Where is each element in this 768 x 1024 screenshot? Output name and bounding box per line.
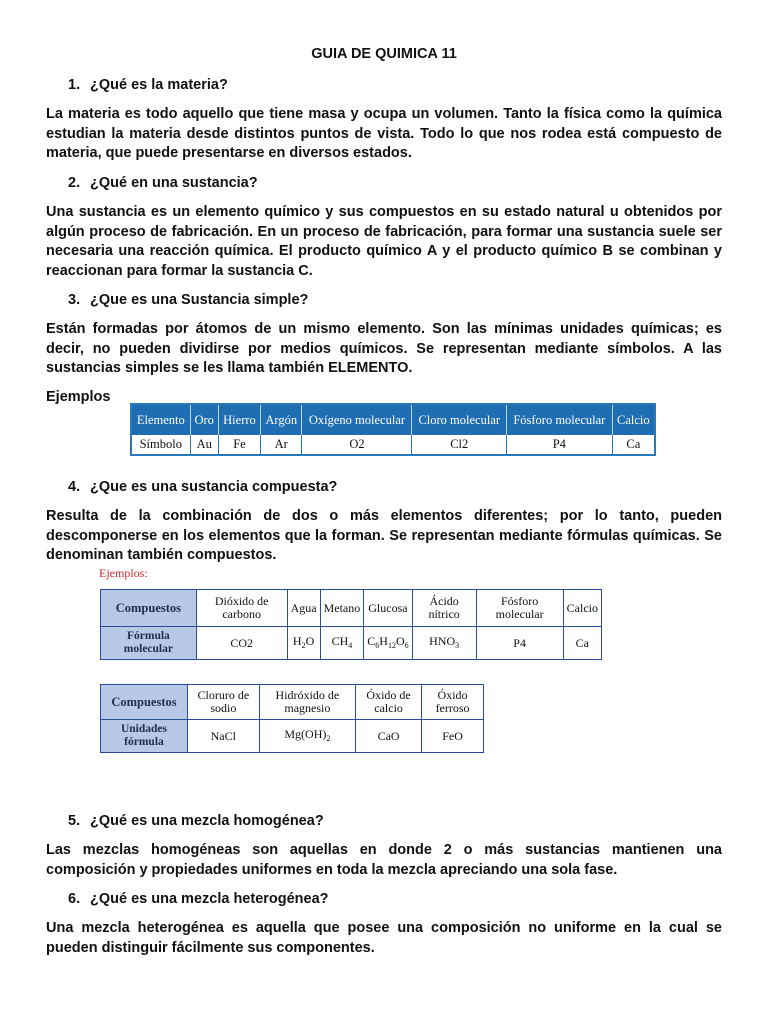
table-header-cell: Fósforo molecular [507, 404, 613, 435]
question-number: 5. [68, 813, 81, 829]
question-5 [68, 813, 324, 829]
table-header-row [131, 404, 655, 435]
question-number: 4. [68, 479, 81, 495]
page-title: GUIA DE QUIMICA 11 [311, 46, 457, 62]
question-text: ¿Qué en una sustancia? [90, 175, 258, 191]
examples-label: Ejemplos [46, 389, 111, 405]
formula-cell: P4 [476, 627, 563, 660]
question-text: ¿Que es una Sustancia simple? [90, 292, 309, 308]
answer-4: Resulta de la combinación de dos o más elementos diferentes; por lo tanto, pueden descomponerse en los elementos que la forman. Se representan mediante fórmulas químicas. Se denominan también compuestos. [46, 508, 722, 563]
formula-cell: $HNO_3$ [412, 627, 476, 660]
question-number: 6. [68, 891, 81, 907]
table-cell: Ácido nítrico [412, 590, 476, 627]
table-row [101, 627, 602, 660]
formula-cell: $C_6H_{12}O_6$ [364, 627, 412, 660]
table-header-cell: Cloro molecular [412, 404, 507, 435]
table-cell: Cloruro de sodio [187, 685, 259, 720]
table-cell: P4 [507, 435, 613, 455]
table-cell: Óxido ferroso [422, 685, 484, 720]
question-6 [68, 891, 329, 907]
table-header-cell: Hierro [218, 404, 260, 435]
formula-cell: $Mg(OH)_2$ [259, 720, 355, 753]
table-header-cell: Elemento [131, 404, 190, 435]
question-number: 3. [68, 292, 81, 308]
answer-3: Están formadas por átomos de un mismo elemento. Son las mínimas unidades químicas; es decir, no pueden dividirse por medios químicos. Se representan mediante símbolos. A las sustancias simples se les llama también ELEMENTO. [46, 321, 722, 376]
table-cell: Au [190, 435, 218, 455]
table-header-cell: Fórmula molecular [101, 627, 197, 660]
answer-5: Las mezclas homogéneas son aquellas en donde 2 o más sustancias mantienen una composición y propiedades uniformes en toda la mezcla apreciando una sola fase. [46, 842, 722, 878]
table-row [131, 435, 655, 455]
formula-cell: $H_2O$ [287, 627, 320, 660]
table-cell: O2 [302, 435, 412, 455]
table-header-cell: Calcio [612, 404, 655, 435]
question-number: 1. [68, 77, 81, 93]
table-cell: Hidróxido de magnesio [259, 685, 355, 720]
question-3 [68, 292, 308, 308]
answer-1: La materia es todo aquello que tiene masa y ocupa un volumen. Tanto la física como la química estudian la materia desde distintos puntos de vista. Todo lo que nos rodea está compuesto de materia, que puede presentarse en diversos estados. [46, 106, 722, 161]
table-header-cell: Compuestos [101, 685, 188, 720]
table-cell: Dióxido de carbono [196, 590, 287, 627]
table-cell: Símbolo [131, 435, 190, 455]
compounds-table [100, 589, 602, 660]
table-header-cell: Unidades fórmula [101, 720, 188, 753]
table-header-cell: Oro [190, 404, 218, 435]
table-cell: Ar [261, 435, 302, 455]
question-text: ¿Qué es una mezcla homogénea? [90, 813, 324, 829]
table-cell: Agua [287, 590, 320, 627]
formula-cell: $CH_4$ [320, 627, 364, 660]
question-1 [68, 77, 228, 93]
question-number: 2. [68, 175, 81, 191]
formula-units-table [100, 684, 484, 753]
question-text: ¿Que es una sustancia compuesta? [90, 479, 338, 495]
elements-table [130, 403, 656, 456]
formula-cell: CO2 [196, 627, 287, 660]
question-2 [68, 175, 258, 191]
question-text: ¿Qué es una mezcla heterogénea? [90, 891, 329, 907]
table-cell: Metano [320, 590, 364, 627]
table-cell: Fósforo molecular [476, 590, 563, 627]
table-cell: Calcio [563, 590, 601, 627]
table-row [101, 720, 484, 753]
table-header-cell: Compuestos [101, 590, 197, 627]
table-header-row [101, 685, 484, 720]
table-cell: Cl2 [412, 435, 507, 455]
question-4 [68, 479, 337, 495]
table-header-cell: Argón [261, 404, 302, 435]
answer-6: Una mezcla heterogénea es aquella que posee una composición no uniforme en la cual se pueden distinguir fácilmente sus componentes. [46, 920, 722, 956]
table-cell: Glucosa [364, 590, 412, 627]
formula-cell: NaCl [187, 720, 259, 753]
table-cell: Óxido de calcio [356, 685, 422, 720]
table-cell: Ca [626, 437, 641, 451]
formula-cell: FeO [422, 720, 484, 753]
formula-cell: Ca [563, 627, 601, 660]
formula-cell: CaO [356, 720, 422, 753]
table-header-cell: Oxígeno molecular [302, 404, 412, 435]
table-cell: Fe [218, 435, 260, 455]
table-header-row [101, 590, 602, 627]
answer-2: Una sustancia es un elemento químico y sus compuestos en su estado natural u obtenidos por algún proceso de fabricación. En un proceso de fabricación, para formar una sustancia suele ser necesaria una reacción química. El producto químico A y el producto químico B se combinan y reaccionan para formar la sustancia C. [46, 204, 722, 279]
question-text: ¿Qué es la materia? [90, 77, 228, 93]
examples-red-label: Ejemplos: [99, 566, 148, 580]
